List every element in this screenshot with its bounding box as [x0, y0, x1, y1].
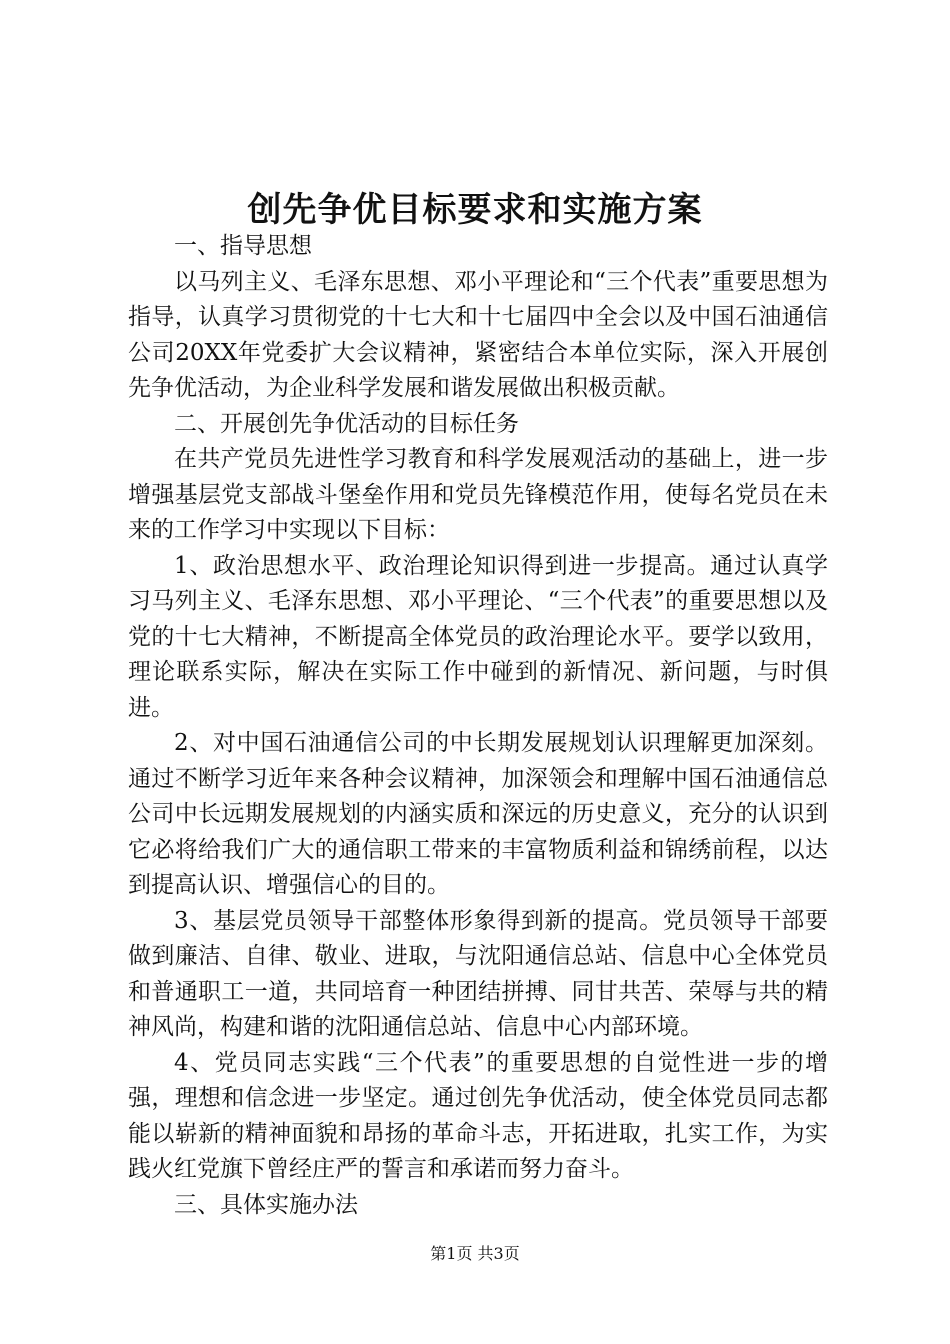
- section-heading-goals: 二、开展创先争优活动的目标任务: [174, 410, 519, 437]
- paragraph-goal-2: 2、对中国石油通信公司的中长期发展规划认识理解更加深刻。通过不断学习近年来各种会议精神，加深领会和理解中国石油通信总公司中长远期发展规划的内涵实质和深远的历史意义，充分的认识到它必将给我们广大的通信职工带来的丰富物质利益和锦绣前程，以达到提高认识、增强信心的目的。: [128, 730, 828, 898]
- paragraph-goal-3: 3、基层党员领导干部整体形象得到新的提高。党员领导干部要做到廉洁、自律、敬业、进取，与沈阳通信总站、信息中心全体党员和普通职工一道，共同培育一种团结拼搏、同甘共苦、荣辱与共的精神风尚，构建和谐的沈阳通信总站、信息中心内部环境。: [128, 907, 828, 1040]
- document-title: 创先争优目标要求和实施方案: [247, 190, 703, 230]
- section-heading-guiding-ideology: 一、指导思想: [174, 233, 312, 259]
- paragraph-goal-4: 4、党员同志实践“三个代表”的重要思想的自觉性进一步的增强，理想和信念进一步坚定。通过创先争优活动，使全体党员同志都能以崭新的精神面貌和昂扬的革命斗志，开拓进取，扎实工作，为实践火红党旗下曾经庄严的誓言和承诺而努力奋斗。: [128, 1049, 828, 1182]
- paragraph-goal-1: 1、政治思想水平、政治理论知识得到进一步提高。通过认真学习马列主义、毛泽东思想、邓小平理论、“三个代表”的重要思想以及党的十七大精神，不断提高全体党员的政治理论水平。要学以致用，理论联系实际，解决在实际工作中碰到的新情况、新问题，与时俱进。: [128, 552, 828, 721]
- section-heading-implementation: 三、具体实施办法: [174, 1191, 358, 1218]
- paragraph-goals-intro: 在共产党员先进性学习教育和科学发展观活动的基础上，进一步增强基层党支部战斗堡垒作用和党员先锋模范作用，使每名党员在未来的工作学习中实现以下目标：: [128, 446, 828, 543]
- page-number-footer: 第1页 共3页: [430, 1244, 520, 1263]
- document-body: [128, 229, 828, 1223]
- paragraph-guiding-ideology: 以马列主义、毛泽东思想、邓小平理论和“三个代表”重要思想为指导，认真学习贯彻党的十七大和十七届四中全会以及中国石油通信公司20XX年党委扩大会议精神，紧密结合本单位实际，深入开展创先争优活动，为企业科学发展和谐发展做出积极贡献。: [128, 268, 828, 401]
